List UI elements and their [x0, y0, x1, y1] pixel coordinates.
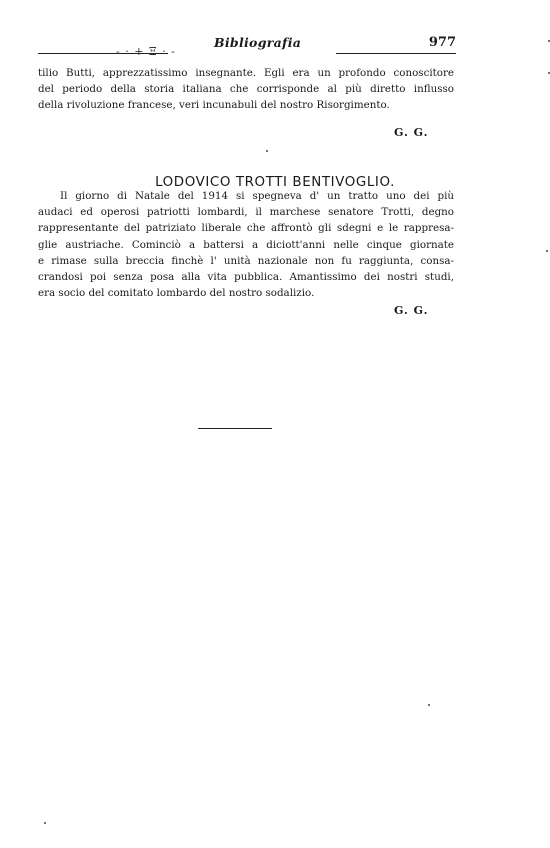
scan-speck [546, 250, 548, 252]
paragraph-line: rappresentante del patriziato liberale che affrontò gli sdegni e le rappresa- [38, 222, 454, 235]
paragraph-line: della rivoluzione francese, veri incunabuli del nostro Risorgimento. [38, 99, 390, 112]
entry-heading: LODOVICO TROTTI BENTIVOGLIO. [155, 175, 395, 191]
paragraph-line: audaci ed operosi patriotti lombardi, il marchese senatore Trotti, degno [38, 206, 454, 219]
header-rule-right [336, 53, 456, 54]
print-smudge: - · + Ξ · - [116, 45, 176, 58]
section-end-rule [198, 428, 272, 429]
running-head [38, 33, 456, 58]
paragraph-line: crandosi poi senza posa alla vita pubblica. Amantissimo dei nostri studi, [38, 271, 454, 284]
paragraph-line: era socio del comitato lombardo del nostro sodalizio. [38, 287, 315, 300]
scan-speck [44, 822, 46, 824]
scan-speck [266, 150, 268, 152]
author-signature: G. G. [394, 126, 429, 139]
paragraph-line: e rimase sulla breccia finchè l' unità nazionale non fu raggiunta, consa- [38, 254, 454, 267]
paragraph-line: Il giorno di Natale del 1914 si spegneva d' un tratto uno dei più [60, 190, 454, 202]
page-number: 977 [428, 35, 456, 50]
paragraph-line: glie austriache. Cominciò a battersi a diciott'anni nelle cinque giornate [38, 238, 454, 251]
scan-speck [428, 704, 430, 706]
previous-entry-paragraph [38, 65, 454, 114]
paragraph-line: del periodo della storia italiana che corrisponde al più diretto influsso [38, 83, 454, 96]
author-signature: G. G. [394, 304, 429, 317]
paragraph-line: tilio Butti, apprezzatissimo insegnante. Egli era un profondo conoscitore [38, 67, 454, 79]
running-title: Bibliografia [214, 35, 302, 50]
entry-paragraph [38, 188, 454, 301]
